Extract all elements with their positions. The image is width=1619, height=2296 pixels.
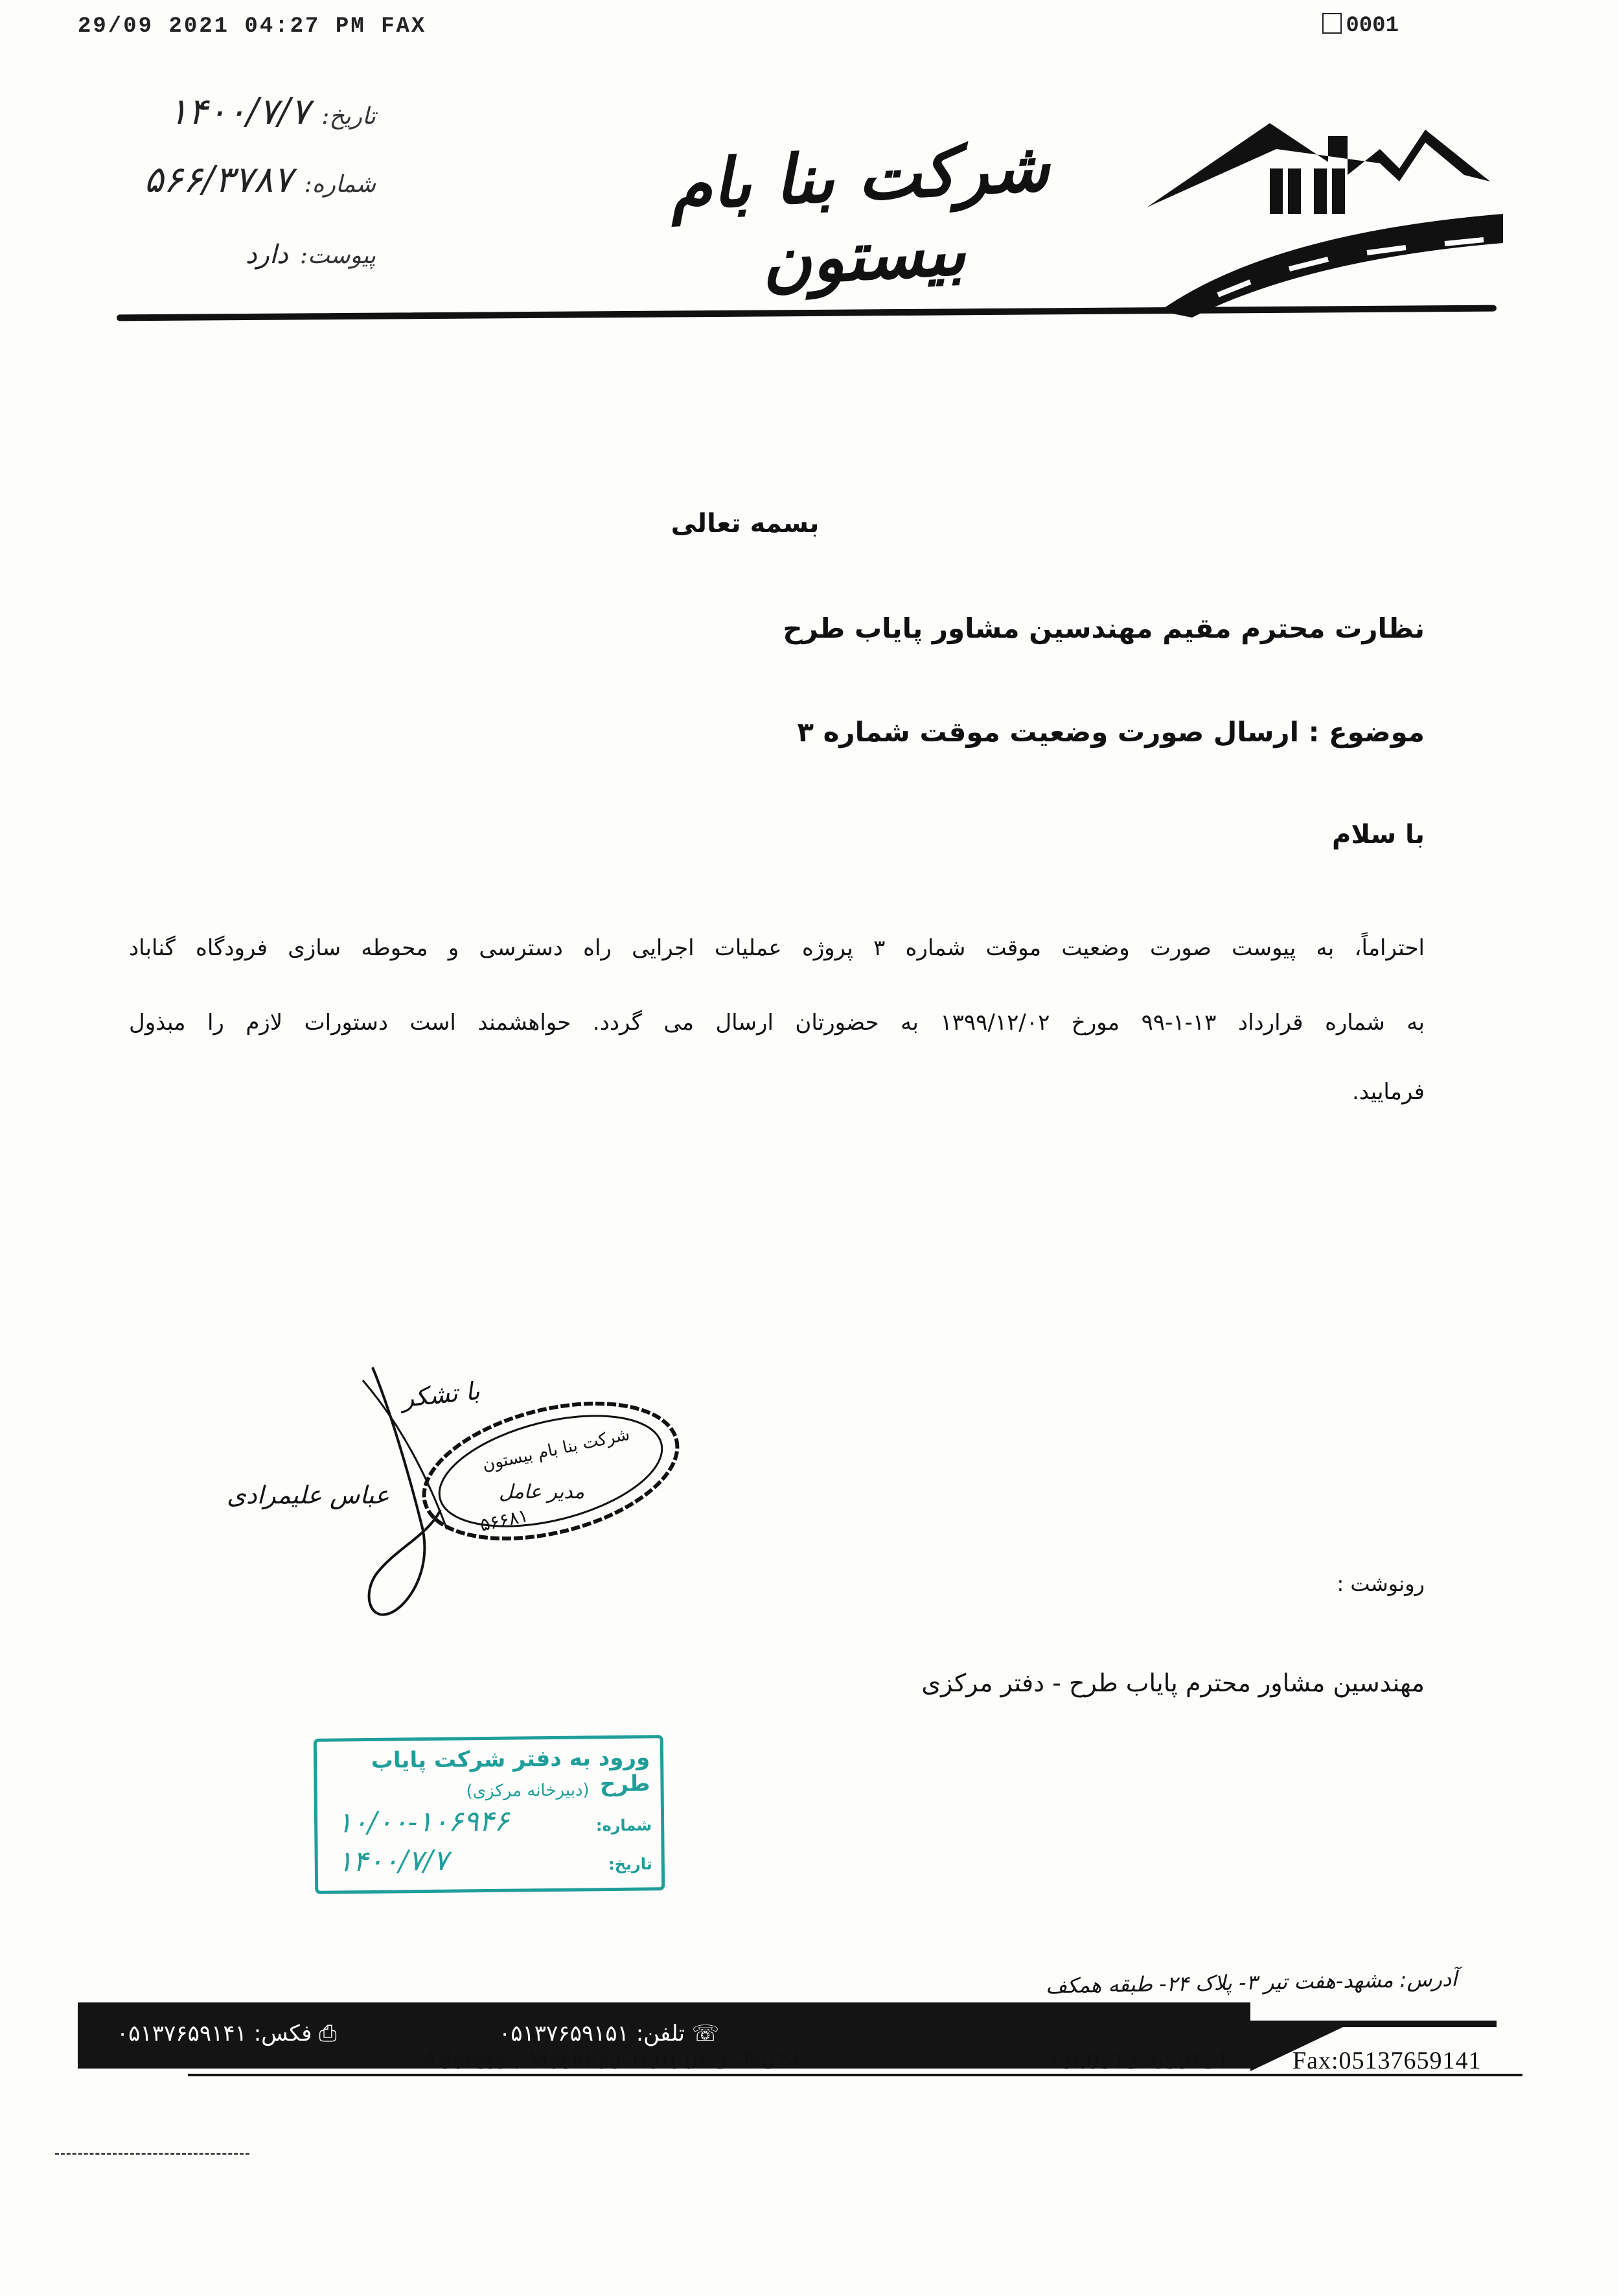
scan-edge-line	[55, 2153, 249, 2155]
house-logo-icon	[1140, 110, 1503, 330]
body-line-3: فرمایید.	[1352, 1079, 1425, 1105]
footer-address-en: Address : Mashhad-Haft tir 3 -No24	[421, 2047, 801, 2074]
receipt-stamp	[314, 1735, 665, 1894]
body-line-1: احتراماً، به پیوست صورت وضعیت موقت شماره ۳ پروژه عملیات اجرایی راه دسترسی و محوطه سازی فرودگاه گناباد	[129, 935, 1425, 961]
cc-label: رونوشت :	[1337, 1571, 1425, 1596]
body-line-2: به شماره قرارداد ۱۳-۱-۹۹ مورخ ۱۳۹۹/۱۲/۰۲ به حضورتان ارسال می گردد. حواهشمند است دستورات لازم را مبذول	[129, 1010, 1425, 1036]
phone-icon: ☏	[684, 2021, 720, 2047]
greeting: با سلام	[1332, 820, 1425, 850]
date-row	[91, 91, 376, 133]
fax-page-code	[1322, 13, 1399, 38]
attachment-row	[91, 240, 376, 270]
attachment-label: پیوست:	[299, 242, 376, 269]
addressee: نظارت محترم مقیم مهندسین مشاور پایاب طرح	[783, 612, 1425, 644]
date-value: ۱۴۰۰/۷/۷	[168, 91, 310, 133]
number-row	[91, 159, 376, 201]
seal-registration: ۵۶۶۸۱	[477, 1504, 531, 1536]
subject: موضوع : ارسال صورت وضعیت موقت شماره ۳	[797, 716, 1425, 748]
footer-fax-fa-text: فکس: ۰۵۱۳۷۶۵۹۱۴۱	[117, 2021, 312, 2047]
footer-address-fa: آدرس: مشهد-هفت تیر ۳- پلاک ۲۴- طبقه همکف	[1045, 1966, 1458, 1999]
signoff: با تشکر	[400, 1376, 481, 1413]
page-code-value: 0001	[1346, 14, 1399, 38]
company-seal	[408, 1393, 693, 1562]
basmala: بسمه تعالی	[671, 509, 820, 539]
number-value: ۵۶۶/۳۷۸۷	[144, 159, 293, 201]
receipt-date-label: تاریخ:	[608, 1855, 652, 1874]
signatory-title: مدیر عامل	[499, 1481, 585, 1503]
footer-fax-fa	[117, 2021, 337, 2047]
footer-tel-en: Tel:05137659151	[1046, 2047, 1230, 2074]
fax-timestamp: 29/09 2021 04:27 PM FAX	[78, 14, 427, 39]
footer-bar-extension	[1250, 2021, 1497, 2027]
attachment-value: دارد	[245, 240, 288, 270]
signatory-name: عباس علیمرادی	[227, 1481, 390, 1509]
receipt-stamp-title: ورود به دفتر شرکت پایاب طرح	[371, 1745, 650, 1798]
receipt-date-value: ۱۴۰۰/۷/۷	[337, 1844, 449, 1879]
date-label: تاریخ:	[321, 103, 376, 130]
company-name: شرکت بنا بام بیستون	[668, 126, 1051, 301]
printer-icon: ⎙	[312, 2021, 337, 2047]
receipt-number-label: شماره:	[595, 1816, 652, 1835]
footer-fax-en: Fax:05137659141	[1292, 2047, 1482, 2074]
receipt-number-value: ۱۰/۰۰-۱۰۶۹۴۶	[336, 1804, 510, 1840]
page-icon	[1322, 13, 1342, 34]
seal-company-text: شرکت بنا بام بیستون	[480, 1424, 632, 1475]
number-label: شماره:	[304, 171, 376, 198]
footer-phone-fa-text: تلفن: ۰۵۱۳۷۶۵۹۱۵۱	[499, 2021, 685, 2047]
receipt-stamp-subtitle: (دبیرخانه مرکزی)	[466, 1780, 590, 1802]
cc-recipient: مهندسین مشاور محترم پایاب طرح - دفتر مرکزی	[921, 1669, 1425, 1697]
footer-phone-fa	[499, 2021, 719, 2047]
